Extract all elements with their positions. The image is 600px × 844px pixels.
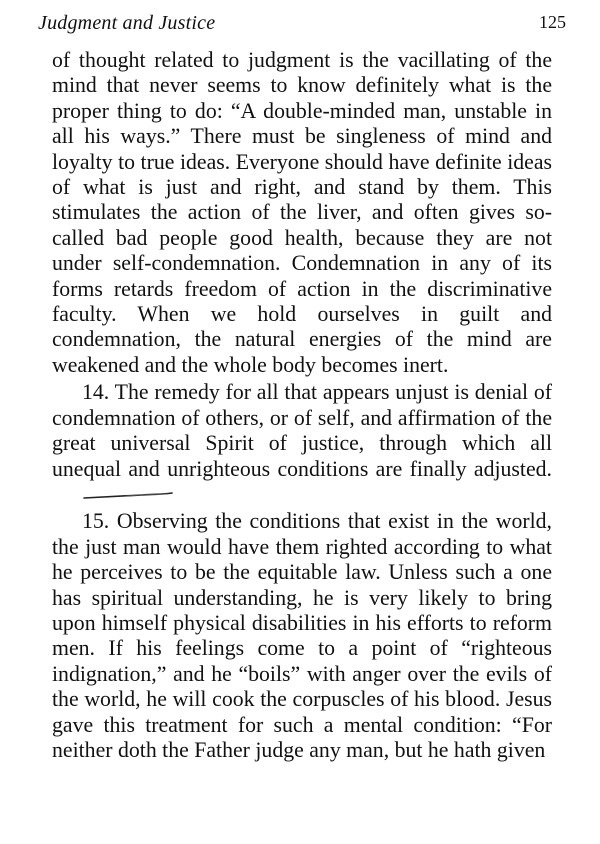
running-title: Judgment and Justice [38, 12, 216, 34]
paragraph-14-text: 14. The remedy for all that appears unjust is denial of condemnation of others, or of self, and affirmation of the great universal Spirit of justice, through which all unequal and unrighteous conditions are finally adjusted. [52, 380, 552, 481]
paragraph-15-text: 15. Observing the conditions that exist in the world, the just man would have them righted according to what he perceives to be the equitable law. Unless such a one has spiritual understanding, he is very likely to bring upon himself physical disabilities in his efforts to reform men. If his feelings come to a point of “righteous indignation,” and he “boils” with anger over the evils of the world, he will cook the corpuscles of his blood. Jesus gave this treatment for such a mental condition: “For neither doth the Father judge any man, but he hath given [52, 509, 552, 762]
paragraph-continuation [52, 48, 552, 378]
paragraph-14 [52, 380, 552, 507]
page-number: 125 [539, 12, 566, 32]
body-text [52, 48, 552, 763]
ink-flourish-mark [82, 491, 174, 501]
paragraph-15 [52, 509, 552, 763]
running-head [38, 12, 566, 40]
paragraph-continuation-text: of thought related to judgment is the vacillating of the mind that never seems to know definitely what is the proper thing to do: “A double-minded man, unstable in all his ways.” There must be singleness of mind and loyalty to true ideas. Everyone should have definite ideas of what is just and right, and stand by them. This stimulates the action of the liver, and often gives so-called bad people good health, because they are not under self-condemnation. Condemnation in any of its forms retards freedom of action in the discriminative faculty. When we hold ourselves in guilt and condemnation, the natural energies of the mind are weakened and the whole body becomes inert. [52, 48, 552, 377]
